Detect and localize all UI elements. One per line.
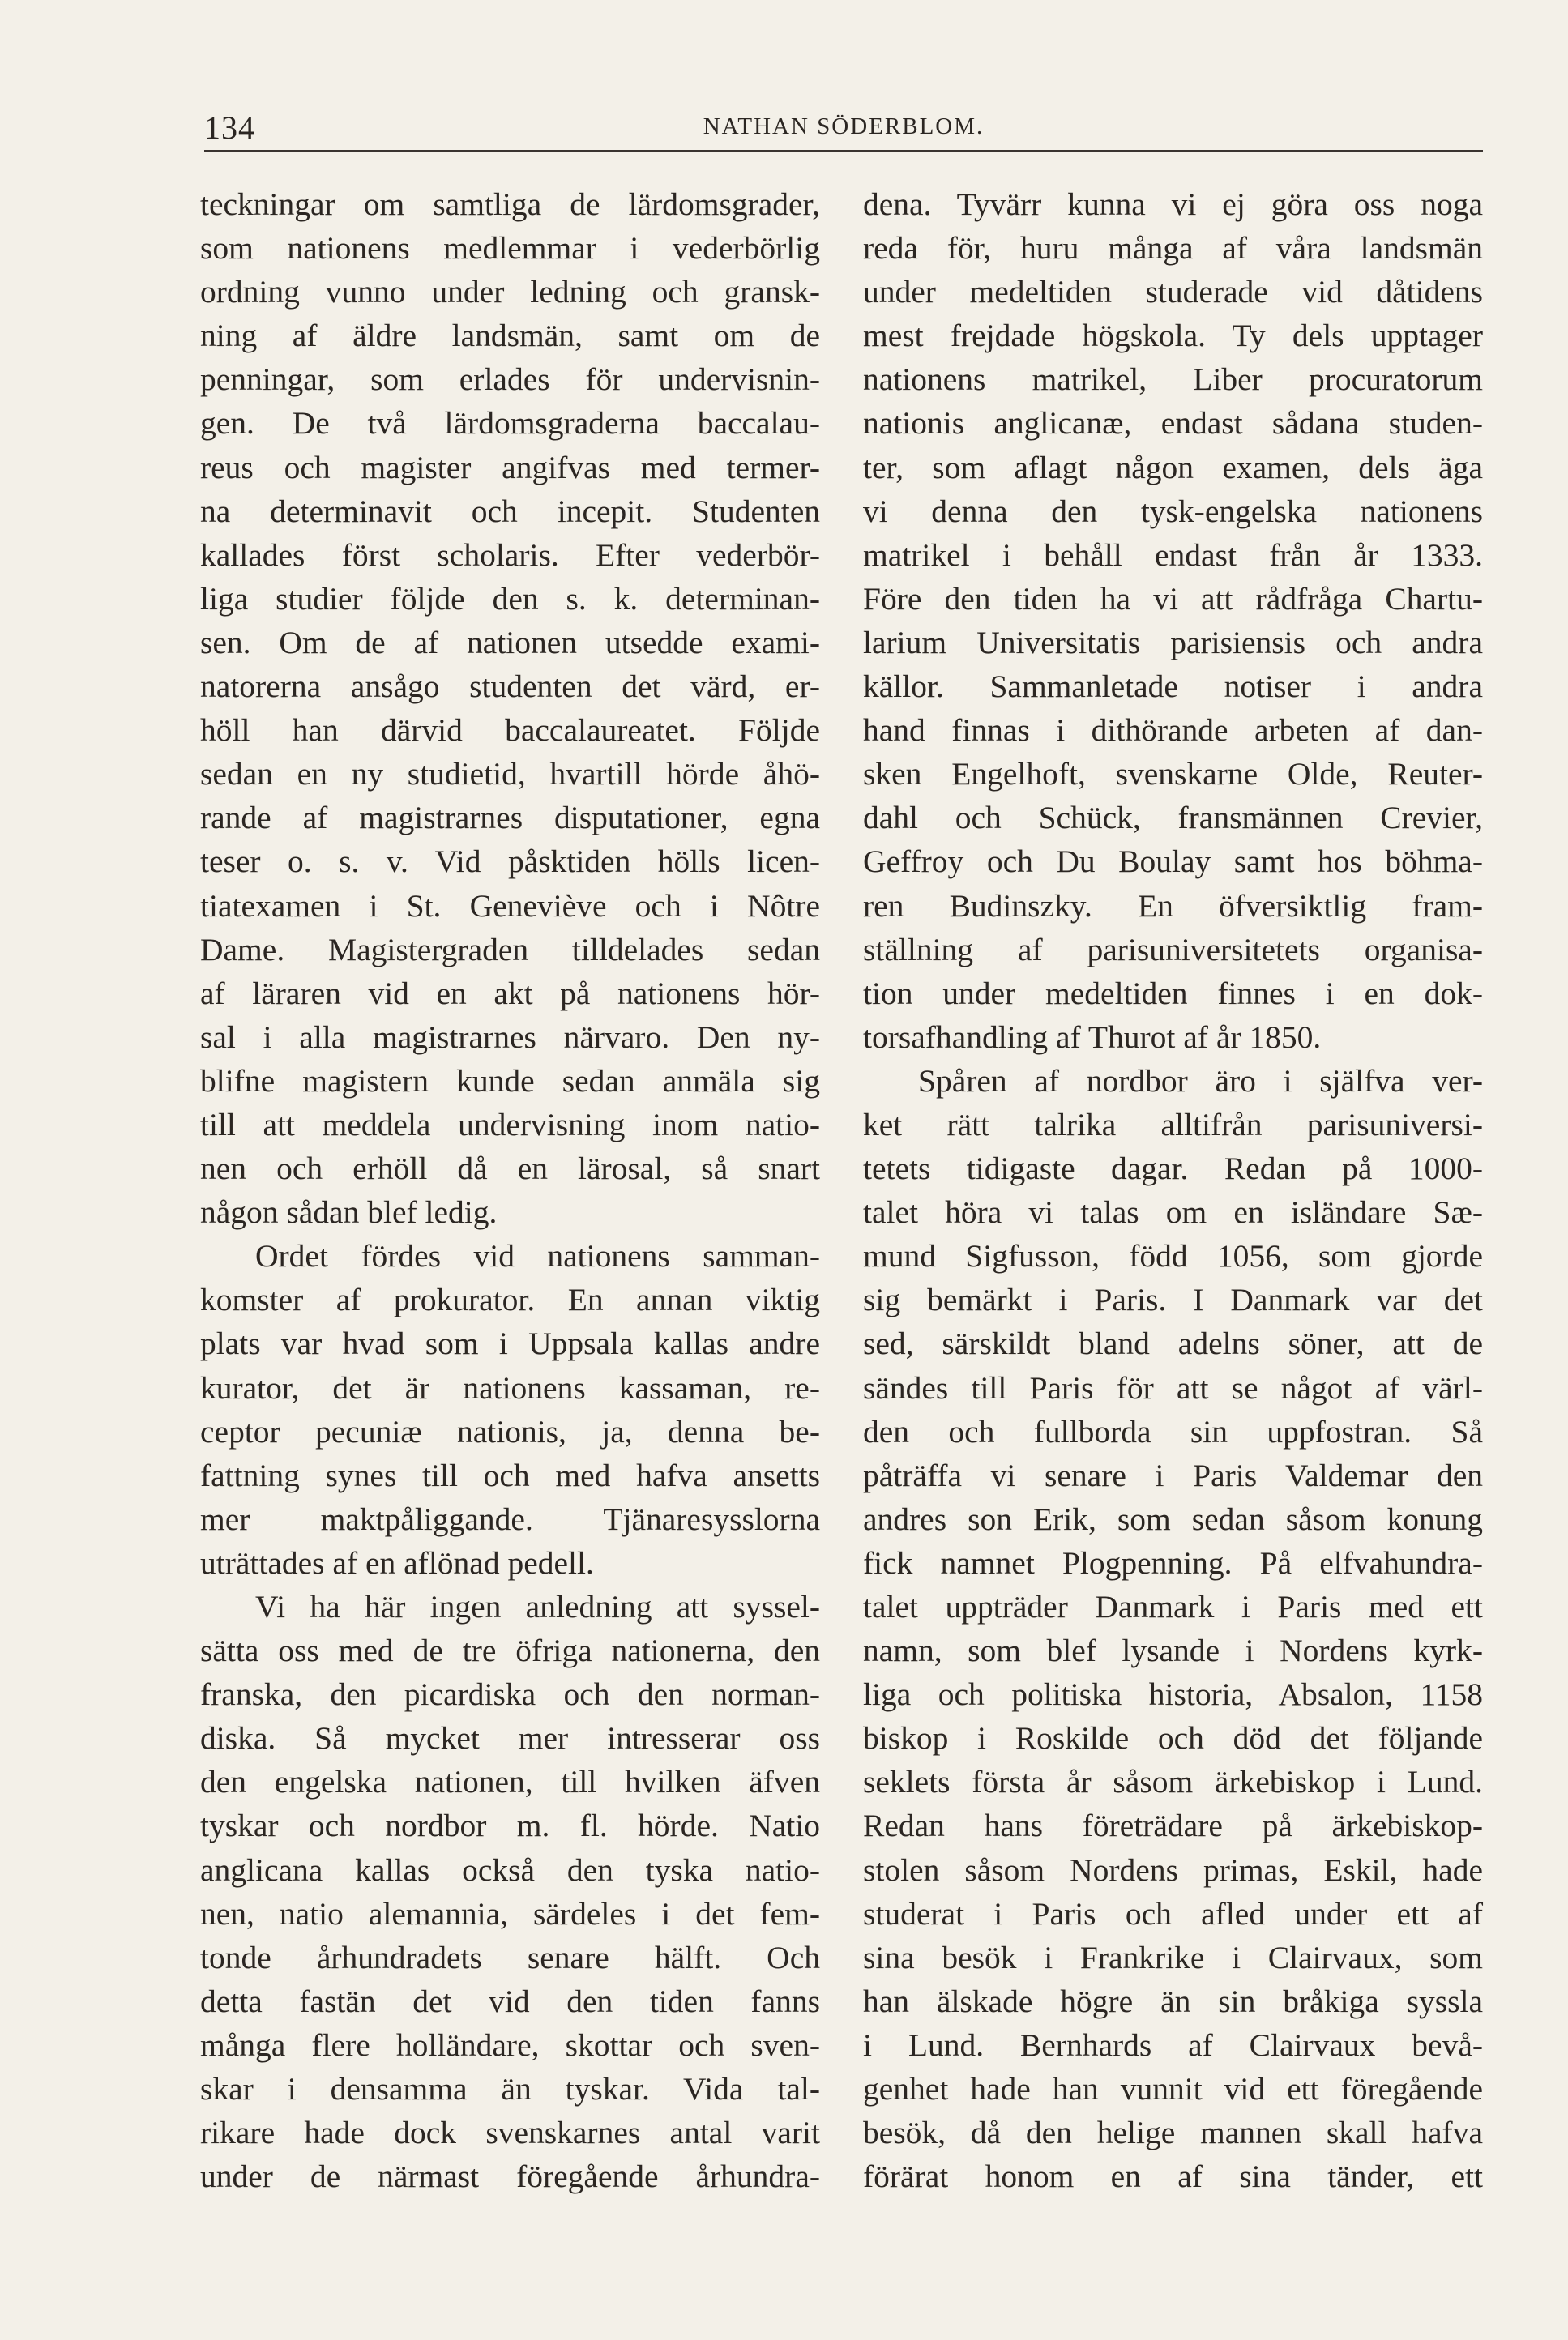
text-line: detta fastän det vid den tiden fanns [200,1983,820,2019]
text-line: stolen såsom Nordens primas, Eskil, hade [863,1851,1483,1888]
text-line: larium Universitatis parisiensis och andra [863,624,1483,660]
text-line: påträffa vi senare i Paris Valdemar den [863,1457,1483,1493]
text-line: mest frejdade högskola. Ty dels upptager [863,318,1483,354]
text-line: komster af prokurator. En annan viktig [200,1282,820,1318]
text-line: teckningar om samtliga de lärdomsgrader, [200,186,820,222]
text-line: i Lund. Bernhards af Clairvaux bevå- [863,2026,1483,2063]
text-line: blifne magistern kunde sedan anmäla sig [200,1062,820,1099]
text-line: nen, natio alemannia, särdeles i det fem- [200,1895,820,1932]
text-line: tonde århundradets senare hälft. Och [200,1939,820,1975]
text-line: torsafhandling af Thurot af år 1850. [863,1018,1322,1055]
text-line: Geffroy och Du Boulay samt hos böhma- [863,843,1483,880]
text-line: ter, som aflagt någon examen, dels äga [863,449,1483,485]
text-line: ning af äldre landsmän, samt om de [200,318,820,354]
text-line: anglicana kallas också den tyska natio- [200,1851,820,1888]
text-line: under de närmast föregående århundra- [200,2159,820,2195]
text-line: ket rätt talrika alltifrån parisuniversi- [863,1106,1483,1142]
text-line: hand finnas i dithörande arbeten af dan- [863,712,1483,749]
text-line: ceptor pecuniæ nationis, ja, denna be- [200,1413,820,1450]
text-line: sen. Om de af nationen utsedde exami- [200,624,820,660]
text-line: mund Sigfusson, född 1056, som gjorde [863,1238,1483,1275]
text-line: reda för, huru många af våra landsmän [863,230,1483,267]
text-line: besök, då den helige mannen skall hafva [863,2115,1483,2151]
text-line: Spåren af nordbor äro i själfva ver- [918,1062,1483,1099]
text-line: förärat honom en af sina tänder, ett [863,2159,1483,2195]
text-line: Före den tiden ha vi att rådfråga Chartu- [863,580,1483,617]
text-line: många flere holländare, skottar och sven- [200,2026,820,2063]
text-line: som nationens medlemmar i vederbörlig [200,230,820,267]
text-line: den och fullborda sin uppfostran. Så [863,1413,1483,1450]
text-line: skar i densamma än tyskar. Vida tal- [200,2071,820,2107]
text-line: sedan en ny studietid, hvartill hörde åhö- [200,756,820,792]
text-line: källor. Sammanletade notiser i andra [863,668,1483,705]
text-line: matrikel i behåll endast från år 1333. [863,536,1483,573]
text-line: sig bemärkt i Paris. I Danmark var det [863,1282,1483,1318]
text-line: fattning synes till och med hafva ansetts [200,1457,820,1493]
text-line: genhet hade han vunnit vid ett föregående [863,2071,1483,2107]
text-line: tiatexamen i St. Geneviève och i Nôtre [200,887,820,924]
text-line: uträttades af en aflönad pedell. [200,1544,594,1581]
text-line: af läraren vid en akt på nationens hör- [200,975,820,1011]
text-line: sal i alla magistrarnes närvaro. Den ny- [200,1018,820,1055]
text-line: nationens matrikel, Liber procuratorum [863,361,1483,398]
page-number: 134 [204,109,255,146]
text-line: talet uppträder Danmark i Paris med ett [863,1589,1483,1625]
right-column [863,182,1483,2198]
text-line: kurator, det är nationens kassaman, re- [200,1369,820,1406]
text-line: sina besök i Frankrike i Clairvaux, som [863,1939,1483,1975]
text-line: sed, särskildt bland adelns söner, att de [863,1326,1483,1362]
text-line: nationis anglicanæ, endast sådana studen- [863,405,1483,442]
text-line: tion under medeltiden finnes i en dok- [863,975,1483,1011]
text-line: liga och politiska historia, Absalon, 1158 [863,1676,1483,1713]
text-line: den engelska nationen, till hvilken äfven [200,1764,820,1800]
text-line: reus och magister angifvas med termer- [200,449,820,485]
text-line: gen. De två lärdomsgraderna baccalau- [200,405,820,442]
text-line: kallades först scholaris. Efter vederbör- [200,536,820,573]
text-line: sändes till Paris för att se något af värl- [863,1369,1483,1406]
text-line: andres son Erik, som sedan såsom konung [863,1501,1483,1537]
text-line: talet höra vi talas om en isländare Sæ- [863,1194,1483,1231]
header-rule [204,150,1483,152]
text-line: teser o. s. v. Vid påsktiden hölls licen- [200,843,820,880]
text-line: tetets tidigaste dagar. Redan på 1000- [863,1151,1483,1187]
text-line: mer maktpåliggande. Tjänaresysslorna [200,1501,820,1537]
text-line: fick namnet Plogpenning. På elfvahundra- [863,1544,1483,1581]
text-line: han älskade högre än sin bråkiga syssla [863,1983,1483,2019]
text-line: studerat i Paris och afled under ett af [863,1895,1483,1932]
left-column [200,182,820,2198]
text-line: ställning af parisuniversitetets organisa- [863,931,1483,967]
text-line: rande af magistrarnes disputationer, egna [200,800,820,836]
text-line: penningar, som erlades för undervisnin- [200,361,820,398]
text-line: dena. Tyvärr kunna vi ej göra oss noga [863,186,1483,222]
text-line: Dame. Magistergraden tilldelades sedan [200,931,820,967]
text-line: rikare hade dock svenskarnes antal varit [200,2115,820,2151]
text-line: namn, som blef lysande i Nordens kyrk- [863,1633,1483,1669]
text-line: nen och erhöll då en lärosal, så snart [200,1151,820,1187]
text-line: sken Engelhoft, svenskarne Olde, Reuter- [863,756,1483,792]
text-line: franska, den picardiska och den norman- [200,1676,820,1713]
text-line: vi denna den tysk-engelska nationens [863,493,1483,529]
text-line: na determinavit och incepit. Studenten [200,493,820,529]
text-line: ren Budinszky. En öfversiktlig fram- [863,887,1483,924]
text-line: seklets första år såsom ärkebiskop i Lund. [863,1764,1483,1800]
text-line: natorerna ansågo studenten det värd, er- [200,668,820,705]
running-head: NATHAN SÖDERBLOM. [703,113,985,139]
text-line: tyskar och nordbor m. fl. hörde. Natio [200,1808,820,1844]
text-line: liga studier följde den s. k. determinan- [200,580,820,617]
text-line: diska. Så mycket mer intresserar oss [200,1720,820,1757]
text-line: Ordet fördes vid nationens samman- [255,1238,820,1275]
text-line: någon sådan blef ledig. [200,1194,498,1231]
text-line: till att meddela undervisning inom natio- [200,1106,820,1142]
text-line: under medeltiden studerade vid dåtidens [863,274,1483,310]
text-line: Vi ha här ingen anledning att syssel- [255,1589,820,1625]
text-line: biskop i Roskilde och död det följande [863,1720,1483,1757]
text-line: sätta oss med de tre öfriga nationerna, den [200,1633,820,1669]
text-line: plats var hvad som i Uppsala kallas andre [200,1326,820,1362]
text-line: ordning vunno under ledning och gransk- [200,274,820,310]
text-line: höll han därvid baccalaureatet. Följde [200,712,820,749]
text-line: dahl och Schück, fransmännen Crevier, [863,800,1483,836]
page-header [204,104,1483,152]
text-line: Redan hans företrädare på ärkebiskop- [863,1808,1483,1844]
